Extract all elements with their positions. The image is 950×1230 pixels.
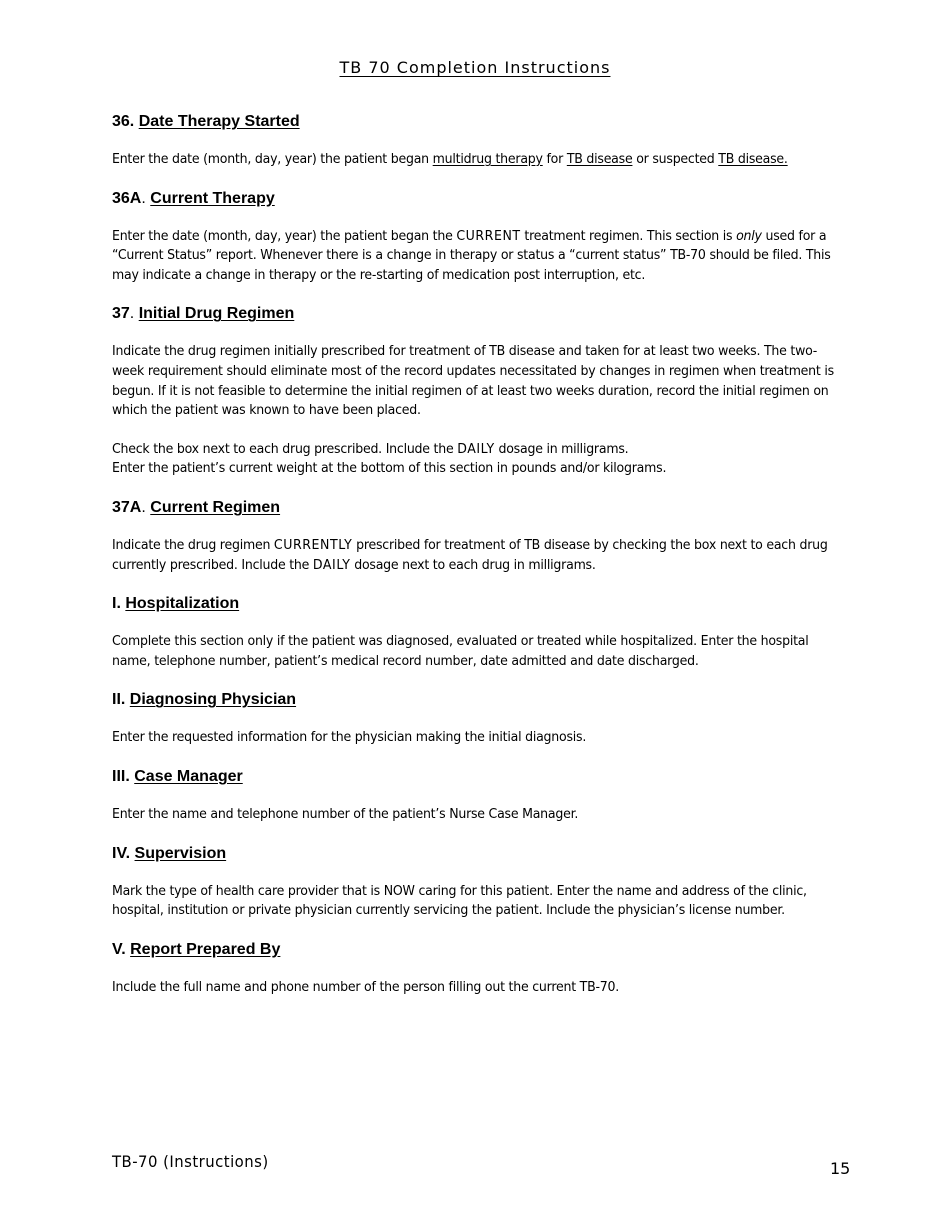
heading-current-therapy — [112, 189, 842, 209]
section-number: 37A — [112, 498, 142, 516]
section-number: I. — [112, 595, 121, 613]
section-dot: . — [129, 305, 135, 323]
section-number: 36. — [112, 113, 135, 130]
heading-case-manager — [112, 767, 842, 787]
text-run: Check the box next to each drug prescribed. Include the — [112, 440, 458, 457]
text-run: or suspected — [632, 151, 719, 167]
section-number: 36A — [112, 189, 142, 207]
heading-date-therapy-started — [112, 112, 842, 132]
heading-initial-drug-regimen — [112, 304, 842, 324]
document-body — [112, 112, 842, 1016]
footer-form-label: TB-70 (Instructions) — [112, 1152, 269, 1171]
section-title: Date Therapy Started — [138, 113, 300, 130]
heading-current-regimen — [112, 498, 842, 518]
section-number: 37 — [112, 305, 130, 323]
section-number: II. — [112, 691, 126, 709]
heading-supervision — [112, 844, 842, 864]
section-title: Supervision — [134, 844, 227, 862]
text-run: Enter the patient’s current weight at the bottom of this section in pounds and/or kilograms. — [112, 460, 667, 477]
paragraph-supervision: Mark the type of health care provider that is NOW caring for this patient. Enter the name and address of the clinic, hospital, institution or private physician currently servicing the patient. Include the physician’s license number. — [112, 882, 807, 919]
text-run: dosage next to each drug in milligrams. — [350, 556, 596, 573]
link-tb-disease-2[interactable]: TB disease. — [718, 151, 788, 167]
section-title: Current Regimen — [150, 498, 281, 516]
section-title: Initial Drug Regimen — [138, 305, 295, 323]
text-run-emphasis: DAILY — [457, 440, 495, 457]
text-run: dosage in milligrams. — [494, 440, 629, 457]
section-title: Case Manager — [134, 767, 243, 785]
page-number: 15 — [830, 1159, 851, 1178]
section-dot: . — [141, 498, 146, 516]
paragraph-initial-drug-regimen: Indicate the drug regimen initially prescribed for treatment of TB disease and taken for at least two weeks. The two-week requirement should eliminate most of the record updates necessitated by changes in regimen when treatment is begun. If it is not feasible to determine the initial regimen of at least two weeks duration, record the initial regimen on which the patient was known to have been placed. — [112, 343, 834, 419]
section-dot: . — [141, 189, 146, 207]
paragraph-initial-drug-regimen-2 — [112, 440, 842, 479]
section-number: V. — [112, 940, 126, 958]
heading-diagnosing-physician — [112, 690, 842, 710]
paragraph-date-therapy-started — [112, 150, 842, 170]
text-run-emphasis: DAILY — [312, 556, 351, 573]
page-title: TB 70 Completion Instructions — [339, 58, 611, 77]
text-run: prescribed for treatment of TB disease by checking the box next to each drug currently prescribed. Include the — [112, 536, 828, 573]
text-run: Enter the date (month, day, year) the patient began the — [112, 227, 457, 244]
text-run: treatment regimen. This section is — [520, 227, 737, 244]
heading-hospitalization — [112, 594, 842, 614]
text-run: Indicate the drug regimen — [112, 536, 274, 553]
paragraph-current-regimen — [112, 536, 842, 575]
link-multidrug-therapy[interactable]: multidrug therapy — [432, 151, 543, 167]
link-tb-disease[interactable]: TB disease — [566, 151, 633, 167]
heading-report-prepared-by — [112, 940, 842, 960]
text-run: for — [542, 151, 567, 167]
section-title: Hospitalization — [125, 595, 240, 613]
text-run-emphasis: CURRENTLY — [273, 536, 353, 553]
text-run-italic: only — [736, 227, 762, 244]
paragraph-report-prepared-by: Include the full name and phone number of the person filling out the current TB-70. — [112, 978, 620, 995]
paragraph-diagnosing-physician: Enter the requested information for the physician making the initial diagnosis. — [112, 729, 587, 746]
section-title: Current Therapy — [150, 189, 275, 207]
section-number: IV. — [112, 844, 131, 862]
section-title: Diagnosing Physician — [129, 691, 297, 709]
paragraph-hospitalization: Complete this section only if the patient was diagnosed, evaluated or treated while hospitalized. Enter the hospital name, telephone number, patient’s medical record number, date admitted and date discharged. — [112, 633, 809, 669]
section-number: III. — [112, 767, 130, 785]
paragraph-current-therapy — [112, 227, 842, 286]
text-run-emphasis: CURRENT — [456, 227, 521, 244]
text-run: Enter the date (month, day, year) the patient began — [112, 151, 433, 167]
text-run: used for a “Current Status” report. Whenever there is a change in therapy or status a “current status” TB-70 should be filed. This may indicate a change in therapy or the re-starting of medication post interruption, etc. — [112, 227, 831, 283]
section-title: Report Prepared By — [130, 940, 281, 958]
paragraph-case-manager: Enter the name and telephone number of the patient’s Nurse Case Manager. — [112, 805, 579, 822]
